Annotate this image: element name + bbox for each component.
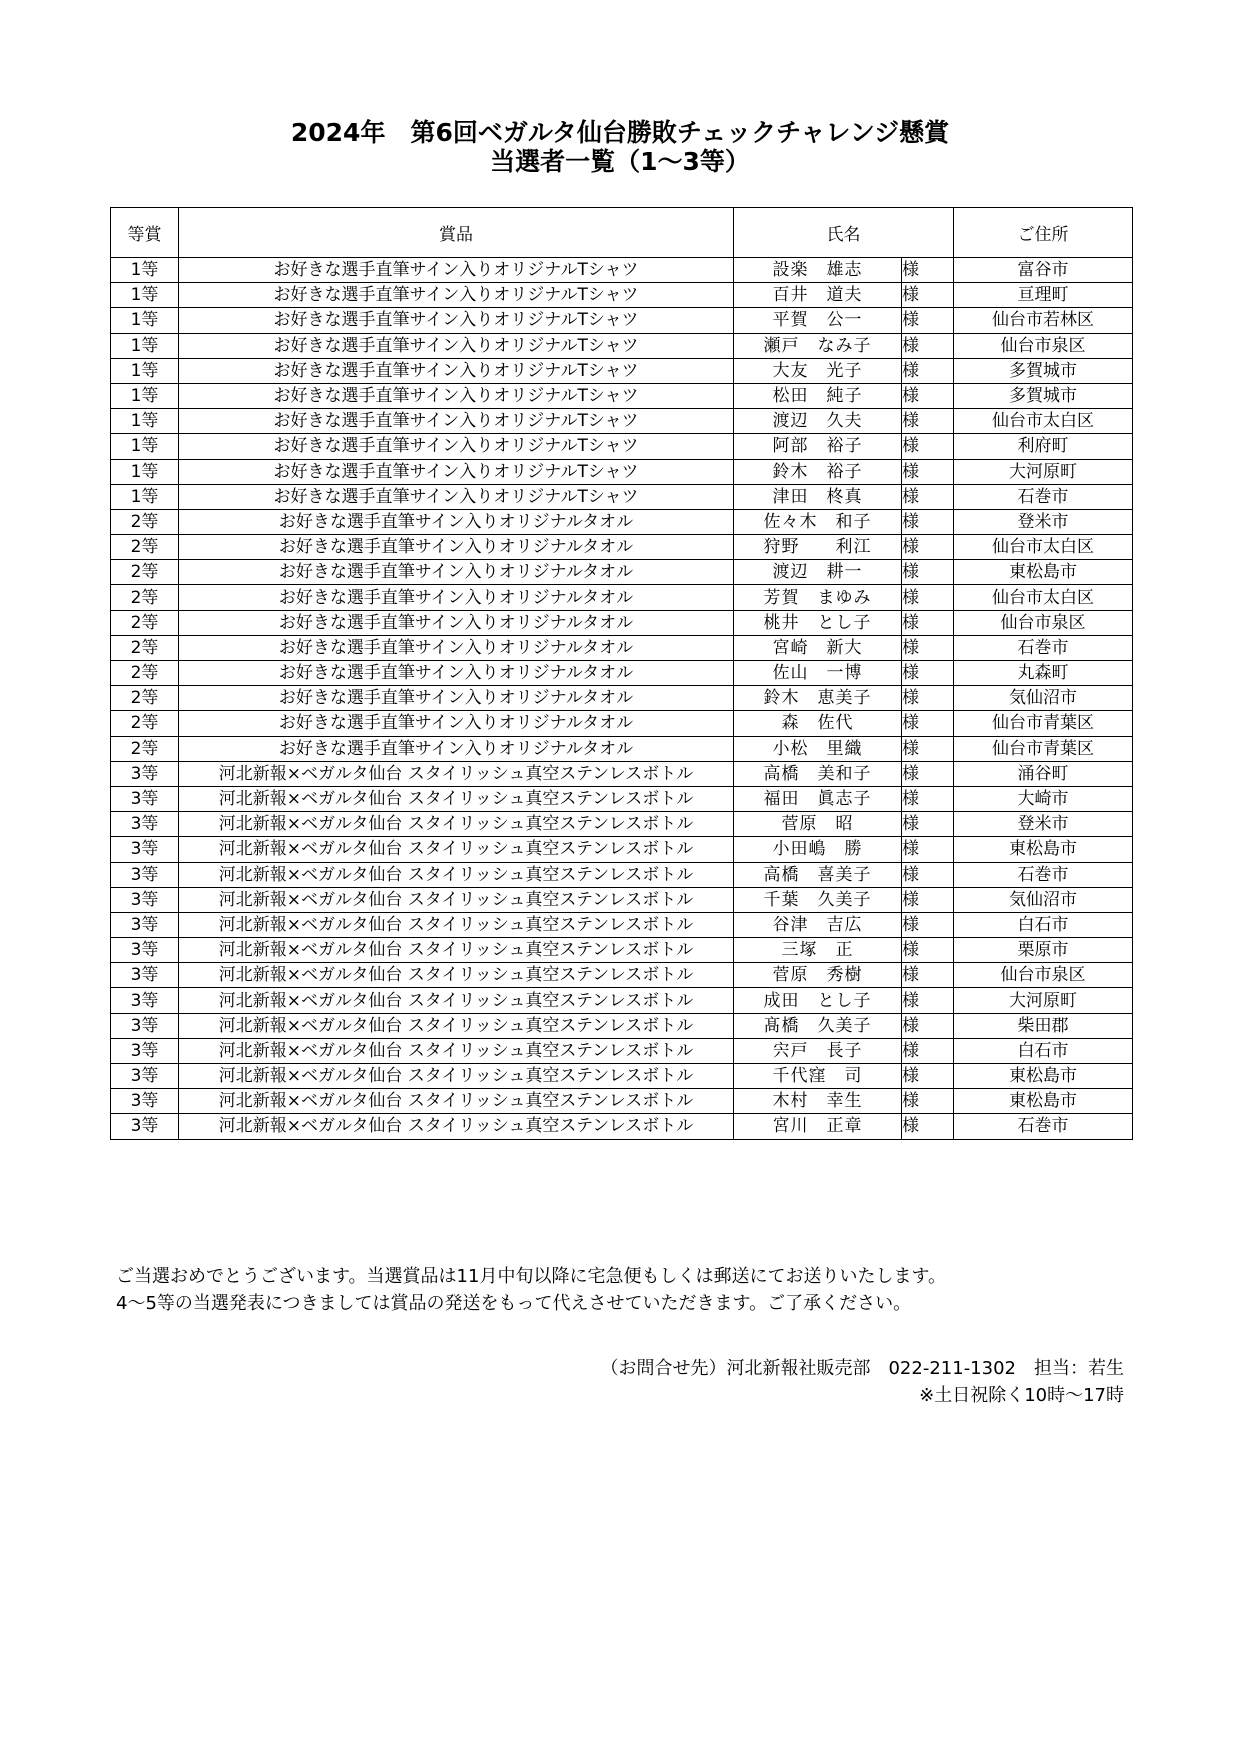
header-address: ご住所 bbox=[954, 208, 1133, 258]
cell-grade: 1等 bbox=[111, 258, 179, 283]
cell-prize: お好きな選手直筆サイン入りオリジナルタオル bbox=[179, 736, 734, 761]
contact-line-2: ※土日祝除く10時～17時 bbox=[919, 1385, 1124, 1406]
cell-grade: 3等 bbox=[111, 1013, 179, 1038]
cell-name: 高橋 美和子 bbox=[734, 761, 902, 786]
cell-grade: 1等 bbox=[111, 409, 179, 434]
cell-prize: お好きな選手直筆サイン入りオリジナルタオル bbox=[179, 560, 734, 585]
cell-honorific: 様 bbox=[902, 963, 954, 988]
cell-name: 宍戸 長子 bbox=[734, 1038, 902, 1063]
cell-prize: 河北新報×ベガルタ仙台 スタイリッシュ真空ステンレスボトル bbox=[179, 862, 734, 887]
cell-address: 多賀城市 bbox=[954, 358, 1133, 383]
table-row bbox=[111, 761, 1133, 786]
cell-name: 森 佐代 bbox=[734, 711, 902, 736]
cell-prize: 河北新報×ベガルタ仙台 スタイリッシュ真空ステンレスボトル bbox=[179, 963, 734, 988]
cell-name: 三塚 正 bbox=[734, 938, 902, 963]
cell-address: 仙台市若林区 bbox=[954, 308, 1133, 333]
cell-prize: お好きな選手直筆サイン入りオリジナルタオル bbox=[179, 509, 734, 534]
table-row bbox=[111, 459, 1133, 484]
cell-prize: 河北新報×ベガルタ仙台 スタイリッシュ真空ステンレスボトル bbox=[179, 1089, 734, 1114]
table-header-row bbox=[111, 208, 1133, 258]
cell-honorific: 様 bbox=[902, 988, 954, 1013]
cell-grade: 3等 bbox=[111, 786, 179, 811]
cell-honorific: 様 bbox=[902, 383, 954, 408]
winners-table-body bbox=[111, 258, 1133, 1140]
cell-prize: お好きな選手直筆サイン入りオリジナルTシャツ bbox=[179, 358, 734, 383]
table-row bbox=[111, 686, 1133, 711]
cell-honorific: 様 bbox=[902, 358, 954, 383]
table-row bbox=[111, 409, 1133, 434]
cell-honorific: 様 bbox=[902, 938, 954, 963]
table-row bbox=[111, 535, 1133, 560]
cell-address: 柴田郡 bbox=[954, 1013, 1133, 1038]
table-row bbox=[111, 635, 1133, 660]
table-row bbox=[111, 963, 1133, 988]
table-row bbox=[111, 887, 1133, 912]
cell-address: 仙台市泉区 bbox=[954, 963, 1133, 988]
cell-address: 仙台市太白区 bbox=[954, 535, 1133, 560]
table-row bbox=[111, 308, 1133, 333]
table-row bbox=[111, 434, 1133, 459]
cell-honorific: 様 bbox=[902, 258, 954, 283]
cell-prize: 河北新報×ベガルタ仙台 スタイリッシュ真空ステンレスボトル bbox=[179, 837, 734, 862]
cell-address: 東松島市 bbox=[954, 837, 1133, 862]
cell-honorific: 様 bbox=[902, 736, 954, 761]
cell-grade: 2等 bbox=[111, 585, 179, 610]
cell-name: 佐々木 和子 bbox=[734, 509, 902, 534]
cell-name: 佐山 一博 bbox=[734, 661, 902, 686]
cell-honorific: 様 bbox=[902, 610, 954, 635]
cell-prize: 河北新報×ベガルタ仙台 スタイリッシュ真空ステンレスボトル bbox=[179, 786, 734, 811]
cell-honorific: 様 bbox=[902, 912, 954, 937]
cell-grade: 3等 bbox=[111, 938, 179, 963]
cell-name: 芳賀 まゆみ bbox=[734, 585, 902, 610]
cell-address: 仙台市泉区 bbox=[954, 610, 1133, 635]
cell-address: 東松島市 bbox=[954, 1089, 1133, 1114]
cell-grade: 3等 bbox=[111, 837, 179, 862]
cell-address: 大河原町 bbox=[954, 988, 1133, 1013]
cell-grade: 2等 bbox=[111, 686, 179, 711]
table-row bbox=[111, 711, 1133, 736]
cell-prize: お好きな選手直筆サイン入りオリジナルTシャツ bbox=[179, 333, 734, 358]
cell-name: 津田 柊真 bbox=[734, 484, 902, 509]
header-grade: 等賞 bbox=[111, 208, 179, 258]
header-name: 氏名 bbox=[734, 208, 954, 258]
cell-prize: 河北新報×ベガルタ仙台 スタイリッシュ真空ステンレスボトル bbox=[179, 1038, 734, 1063]
cell-name: 宮崎 新大 bbox=[734, 635, 902, 660]
cell-prize: お好きな選手直筆サイン入りオリジナルタオル bbox=[179, 610, 734, 635]
cell-grade: 1等 bbox=[111, 308, 179, 333]
cell-name: 宮川 正章 bbox=[734, 1114, 902, 1139]
cell-grade: 2等 bbox=[111, 661, 179, 686]
cell-address: 多賀城市 bbox=[954, 383, 1133, 408]
cell-name: 渡辺 久夫 bbox=[734, 409, 902, 434]
cell-name: 菅原 秀樹 bbox=[734, 963, 902, 988]
contact-info bbox=[600, 1355, 1124, 1409]
cell-prize: 河北新報×ベガルタ仙台 スタイリッシュ真空ステンレスボトル bbox=[179, 812, 734, 837]
cell-prize: お好きな選手直筆サイン入りオリジナルタオル bbox=[179, 535, 734, 560]
cell-honorific: 様 bbox=[902, 812, 954, 837]
cell-address: 石巻市 bbox=[954, 1114, 1133, 1139]
title-line-2: 当選者一覧（1～3等） bbox=[490, 147, 750, 176]
cell-honorific: 様 bbox=[902, 786, 954, 811]
cell-prize: お好きな選手直筆サイン入りオリジナルTシャツ bbox=[179, 383, 734, 408]
cell-prize: 河北新報×ベガルタ仙台 スタイリッシュ真空ステンレスボトル bbox=[179, 1064, 734, 1089]
cell-name: 木村 幸生 bbox=[734, 1089, 902, 1114]
table-row bbox=[111, 333, 1133, 358]
table-row bbox=[111, 383, 1133, 408]
cell-address: 白石市 bbox=[954, 912, 1133, 937]
cell-prize: お好きな選手直筆サイン入りオリジナルタオル bbox=[179, 635, 734, 660]
cell-honorific: 様 bbox=[902, 635, 954, 660]
cell-grade: 3等 bbox=[111, 887, 179, 912]
cell-honorific: 様 bbox=[902, 333, 954, 358]
table-row bbox=[111, 661, 1133, 686]
cell-grade: 1等 bbox=[111, 358, 179, 383]
cell-honorific: 様 bbox=[902, 837, 954, 862]
announcement-note bbox=[116, 1263, 946, 1317]
cell-name: 鈴木 恵美子 bbox=[734, 686, 902, 711]
cell-name: 成田 とし子 bbox=[734, 988, 902, 1013]
cell-honorific: 様 bbox=[902, 535, 954, 560]
cell-prize: お好きな選手直筆サイン入りオリジナルTシャツ bbox=[179, 283, 734, 308]
table-row bbox=[111, 1114, 1133, 1139]
cell-grade: 1等 bbox=[111, 484, 179, 509]
cell-prize: お好きな選手直筆サイン入りオリジナルTシャツ bbox=[179, 434, 734, 459]
cell-honorific: 様 bbox=[902, 1013, 954, 1038]
cell-prize: 河北新報×ベガルタ仙台 スタイリッシュ真空ステンレスボトル bbox=[179, 887, 734, 912]
cell-grade: 3等 bbox=[111, 988, 179, 1013]
cell-name: 高橋 喜美子 bbox=[734, 862, 902, 887]
cell-address: 気仙沼市 bbox=[954, 887, 1133, 912]
cell-prize: お好きな選手直筆サイン入りオリジナルタオル bbox=[179, 661, 734, 686]
cell-name: 小田嶋 勝 bbox=[734, 837, 902, 862]
cell-address: 仙台市太白区 bbox=[954, 409, 1133, 434]
table-row bbox=[111, 1038, 1133, 1063]
table-row bbox=[111, 1013, 1133, 1038]
cell-address: 富谷市 bbox=[954, 258, 1133, 283]
cell-address: 亘理町 bbox=[954, 283, 1133, 308]
cell-name: 髙橋 久美子 bbox=[734, 1013, 902, 1038]
cell-address: 仙台市青葉区 bbox=[954, 711, 1133, 736]
cell-prize: 河北新報×ベガルタ仙台 スタイリッシュ真空ステンレスボトル bbox=[179, 1114, 734, 1139]
cell-honorific: 様 bbox=[902, 283, 954, 308]
cell-honorific: 様 bbox=[902, 1064, 954, 1089]
cell-address: 大河原町 bbox=[954, 459, 1133, 484]
cell-name: 阿部 裕子 bbox=[734, 434, 902, 459]
cell-address: 大崎市 bbox=[954, 786, 1133, 811]
cell-address: 栗原市 bbox=[954, 938, 1133, 963]
cell-honorific: 様 bbox=[902, 585, 954, 610]
cell-prize: お好きな選手直筆サイン入りオリジナルTシャツ bbox=[179, 484, 734, 509]
table-row bbox=[111, 837, 1133, 862]
cell-grade: 3等 bbox=[111, 1089, 179, 1114]
cell-name: 小松 里織 bbox=[734, 736, 902, 761]
table-row bbox=[111, 1064, 1133, 1089]
cell-address: 涌谷町 bbox=[954, 761, 1133, 786]
table-row bbox=[111, 912, 1133, 937]
cell-honorific: 様 bbox=[902, 459, 954, 484]
cell-prize: お好きな選手直筆サイン入りオリジナルTシャツ bbox=[179, 459, 734, 484]
cell-honorific: 様 bbox=[902, 509, 954, 534]
table-row bbox=[111, 812, 1133, 837]
cell-name: 千代窪 司 bbox=[734, 1064, 902, 1089]
cell-address: 石巻市 bbox=[954, 862, 1133, 887]
table-row bbox=[111, 585, 1133, 610]
table-row bbox=[111, 988, 1133, 1013]
cell-name: 福田 眞志子 bbox=[734, 786, 902, 811]
table-row bbox=[111, 283, 1133, 308]
cell-prize: お好きな選手直筆サイン入りオリジナルTシャツ bbox=[179, 308, 734, 333]
cell-honorific: 様 bbox=[902, 308, 954, 333]
table-row bbox=[111, 358, 1133, 383]
table-row bbox=[111, 736, 1133, 761]
cell-honorific: 様 bbox=[902, 711, 954, 736]
cell-prize: お好きな選手直筆サイン入りオリジナルタオル bbox=[179, 686, 734, 711]
cell-grade: 3等 bbox=[111, 912, 179, 937]
cell-grade: 2等 bbox=[111, 560, 179, 585]
cell-name: 設楽 雄志 bbox=[734, 258, 902, 283]
cell-grade: 1等 bbox=[111, 333, 179, 358]
cell-address: 仙台市太白区 bbox=[954, 585, 1133, 610]
cell-address: 登米市 bbox=[954, 812, 1133, 837]
cell-address: 東松島市 bbox=[954, 1064, 1133, 1089]
cell-name: 鈴木 裕子 bbox=[734, 459, 902, 484]
cell-address: 利府町 bbox=[954, 434, 1133, 459]
cell-honorific: 様 bbox=[902, 1089, 954, 1114]
cell-honorific: 様 bbox=[902, 484, 954, 509]
cell-prize: お好きな選手直筆サイン入りオリジナルTシャツ bbox=[179, 409, 734, 434]
table-row bbox=[111, 862, 1133, 887]
title-line-1: 2024年 第6回ベガルタ仙台勝敗チェックチャレンジ懸賞 bbox=[290, 118, 950, 147]
document-title bbox=[0, 118, 1240, 176]
cell-prize: 河北新報×ベガルタ仙台 スタイリッシュ真空ステンレスボトル bbox=[179, 988, 734, 1013]
header-prize: 賞品 bbox=[179, 208, 734, 258]
cell-prize: お好きな選手直筆サイン入りオリジナルタオル bbox=[179, 711, 734, 736]
cell-honorific: 様 bbox=[902, 434, 954, 459]
cell-honorific: 様 bbox=[902, 560, 954, 585]
cell-grade: 2等 bbox=[111, 610, 179, 635]
cell-address: 石巻市 bbox=[954, 635, 1133, 660]
cell-honorific: 様 bbox=[902, 887, 954, 912]
cell-name: 百井 道夫 bbox=[734, 283, 902, 308]
cell-address: 仙台市青葉区 bbox=[954, 736, 1133, 761]
cell-honorific: 様 bbox=[902, 661, 954, 686]
cell-prize: 河北新報×ベガルタ仙台 スタイリッシュ真空ステンレスボトル bbox=[179, 761, 734, 786]
cell-grade: 3等 bbox=[111, 1038, 179, 1063]
cell-name: 渡辺 耕一 bbox=[734, 560, 902, 585]
cell-grade: 2等 bbox=[111, 736, 179, 761]
cell-grade: 2等 bbox=[111, 509, 179, 534]
cell-name: 千葉 久美子 bbox=[734, 887, 902, 912]
table-row bbox=[111, 1089, 1133, 1114]
cell-honorific: 様 bbox=[902, 1114, 954, 1139]
cell-grade: 3等 bbox=[111, 1114, 179, 1139]
cell-grade: 1等 bbox=[111, 434, 179, 459]
cell-address: 仙台市泉区 bbox=[954, 333, 1133, 358]
cell-grade: 1等 bbox=[111, 459, 179, 484]
cell-grade: 3等 bbox=[111, 963, 179, 988]
cell-honorific: 様 bbox=[902, 761, 954, 786]
cell-grade: 3等 bbox=[111, 761, 179, 786]
table-row bbox=[111, 610, 1133, 635]
table-row bbox=[111, 509, 1133, 534]
cell-address: 気仙沼市 bbox=[954, 686, 1133, 711]
table-row bbox=[111, 258, 1133, 283]
cell-address: 東松島市 bbox=[954, 560, 1133, 585]
cell-address: 石巻市 bbox=[954, 484, 1133, 509]
cell-address: 登米市 bbox=[954, 509, 1133, 534]
table-row bbox=[111, 786, 1133, 811]
cell-grade: 1等 bbox=[111, 383, 179, 408]
cell-name: 松田 純子 bbox=[734, 383, 902, 408]
cell-grade: 2等 bbox=[111, 711, 179, 736]
cell-name: 瀬戸 なみ子 bbox=[734, 333, 902, 358]
cell-grade: 3等 bbox=[111, 812, 179, 837]
cell-grade: 1等 bbox=[111, 283, 179, 308]
cell-honorific: 様 bbox=[902, 686, 954, 711]
cell-name: 狩野 利江 bbox=[734, 535, 902, 560]
cell-name: 谷津 吉広 bbox=[734, 912, 902, 937]
table-row bbox=[111, 560, 1133, 585]
cell-grade: 2等 bbox=[111, 535, 179, 560]
cell-honorific: 様 bbox=[902, 409, 954, 434]
cell-prize: 河北新報×ベガルタ仙台 スタイリッシュ真空ステンレスボトル bbox=[179, 1013, 734, 1038]
cell-name: 平賀 公一 bbox=[734, 308, 902, 333]
cell-prize: お好きな選手直筆サイン入りオリジナルTシャツ bbox=[179, 258, 734, 283]
cell-honorific: 様 bbox=[902, 1038, 954, 1063]
cell-prize: 河北新報×ベガルタ仙台 スタイリッシュ真空ステンレスボトル bbox=[179, 938, 734, 963]
cell-prize: お好きな選手直筆サイン入りオリジナルタオル bbox=[179, 585, 734, 610]
cell-grade: 2等 bbox=[111, 635, 179, 660]
table-row bbox=[111, 938, 1133, 963]
cell-name: 桃井 とし子 bbox=[734, 610, 902, 635]
cell-name: 大友 光子 bbox=[734, 358, 902, 383]
note-line-2: 4～5等の当選発表につきましては賞品の発送をもって代えさせていただきます。ご了承ください。 bbox=[116, 1293, 912, 1314]
cell-honorific: 様 bbox=[902, 862, 954, 887]
cell-grade: 3等 bbox=[111, 1064, 179, 1089]
cell-grade: 3等 bbox=[111, 862, 179, 887]
cell-address: 白石市 bbox=[954, 1038, 1133, 1063]
table-row bbox=[111, 484, 1133, 509]
note-line-1: ご当選おめでとうございます。当選賞品は11月中旬以降に宅急便もしくは郵送にてお送りいたします。 bbox=[116, 1266, 947, 1287]
contact-line-1: （お問合せ先）河北新報社販売部 022-211-1302 担当：若生 bbox=[600, 1358, 1124, 1379]
cell-prize: 河北新報×ベガルタ仙台 スタイリッシュ真空ステンレスボトル bbox=[179, 912, 734, 937]
winners-table bbox=[110, 207, 1133, 1140]
cell-name: 菅原 昭 bbox=[734, 812, 902, 837]
cell-address: 丸森町 bbox=[954, 661, 1133, 686]
